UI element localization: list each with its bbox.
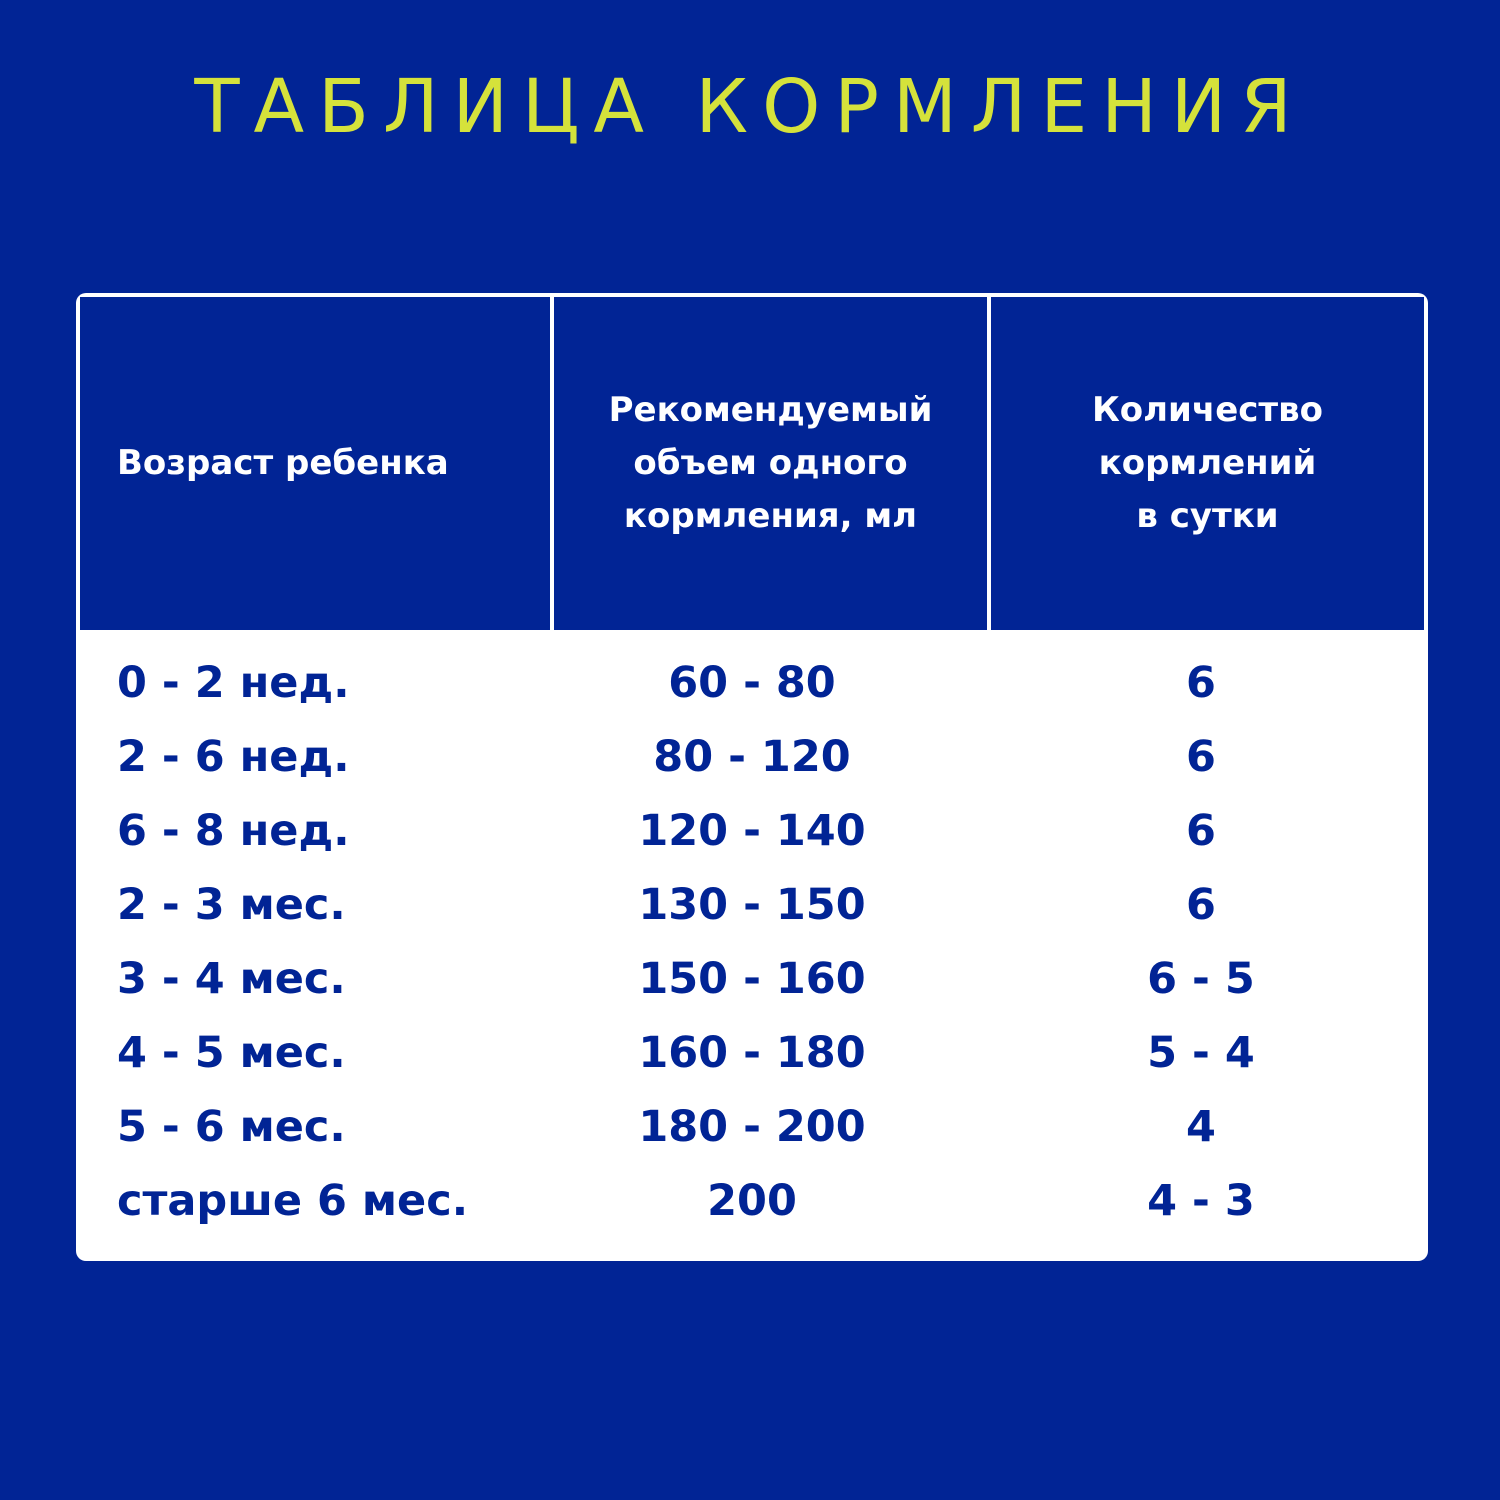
- table-row: [76, 942, 1428, 1016]
- cell-volume: 200: [707, 1176, 797, 1226]
- table-header: [76, 293, 1428, 630]
- cell-feedings: 5 - 4: [1147, 1028, 1255, 1078]
- cell-volume: 160 - 180: [638, 1028, 866, 1078]
- cell-age: 5 - 6 мес.: [117, 1102, 346, 1152]
- cell-feedings: 6: [1186, 732, 1216, 782]
- table-row: [76, 868, 1428, 942]
- header-feedings-per-day: Количество кормлений в сутки: [991, 297, 1424, 630]
- page-title: ТАБЛИЦА КОРМЛЕНИЯ: [194, 64, 1306, 150]
- cell-feedings: 4: [1186, 1102, 1216, 1152]
- cell-feedings: 4 - 3: [1147, 1176, 1255, 1226]
- cell-volume: 180 - 200: [638, 1102, 866, 1152]
- table-row: [76, 1016, 1428, 1090]
- cell-age: 3 - 4 мес.: [117, 954, 346, 1004]
- cell-age: 2 - 6 нед.: [117, 732, 350, 782]
- table-row: [76, 646, 1428, 720]
- cell-age: 4 - 5 мес.: [117, 1028, 346, 1078]
- cell-feedings: 6: [1186, 658, 1216, 708]
- cell-feedings: 6: [1186, 880, 1216, 930]
- cell-volume: 60 - 80: [668, 658, 836, 708]
- feeding-table: [76, 293, 1428, 1261]
- cell-age: 6 - 8 нед.: [117, 806, 350, 856]
- table-row: [76, 1090, 1428, 1164]
- cell-feedings: 6 - 5: [1147, 954, 1255, 1004]
- cell-volume: 130 - 150: [638, 880, 866, 930]
- header-volume: Рекомендуемый объем одного кормления, мл: [554, 297, 987, 630]
- table-row: [76, 794, 1428, 868]
- cell-age: 0 - 2 нед.: [117, 658, 350, 708]
- table-row: [76, 1164, 1428, 1238]
- header-age: Возраст ребенка: [80, 297, 550, 630]
- cell-feedings: 6: [1186, 806, 1216, 856]
- cell-volume: 120 - 140: [638, 806, 866, 856]
- table-body: [76, 646, 1428, 1238]
- cell-volume: 150 - 160: [638, 954, 866, 1004]
- cell-volume: 80 - 120: [653, 732, 851, 782]
- table-row: [76, 720, 1428, 794]
- cell-age: старше 6 мес.: [117, 1176, 469, 1226]
- cell-age: 2 - 3 мес.: [117, 880, 346, 930]
